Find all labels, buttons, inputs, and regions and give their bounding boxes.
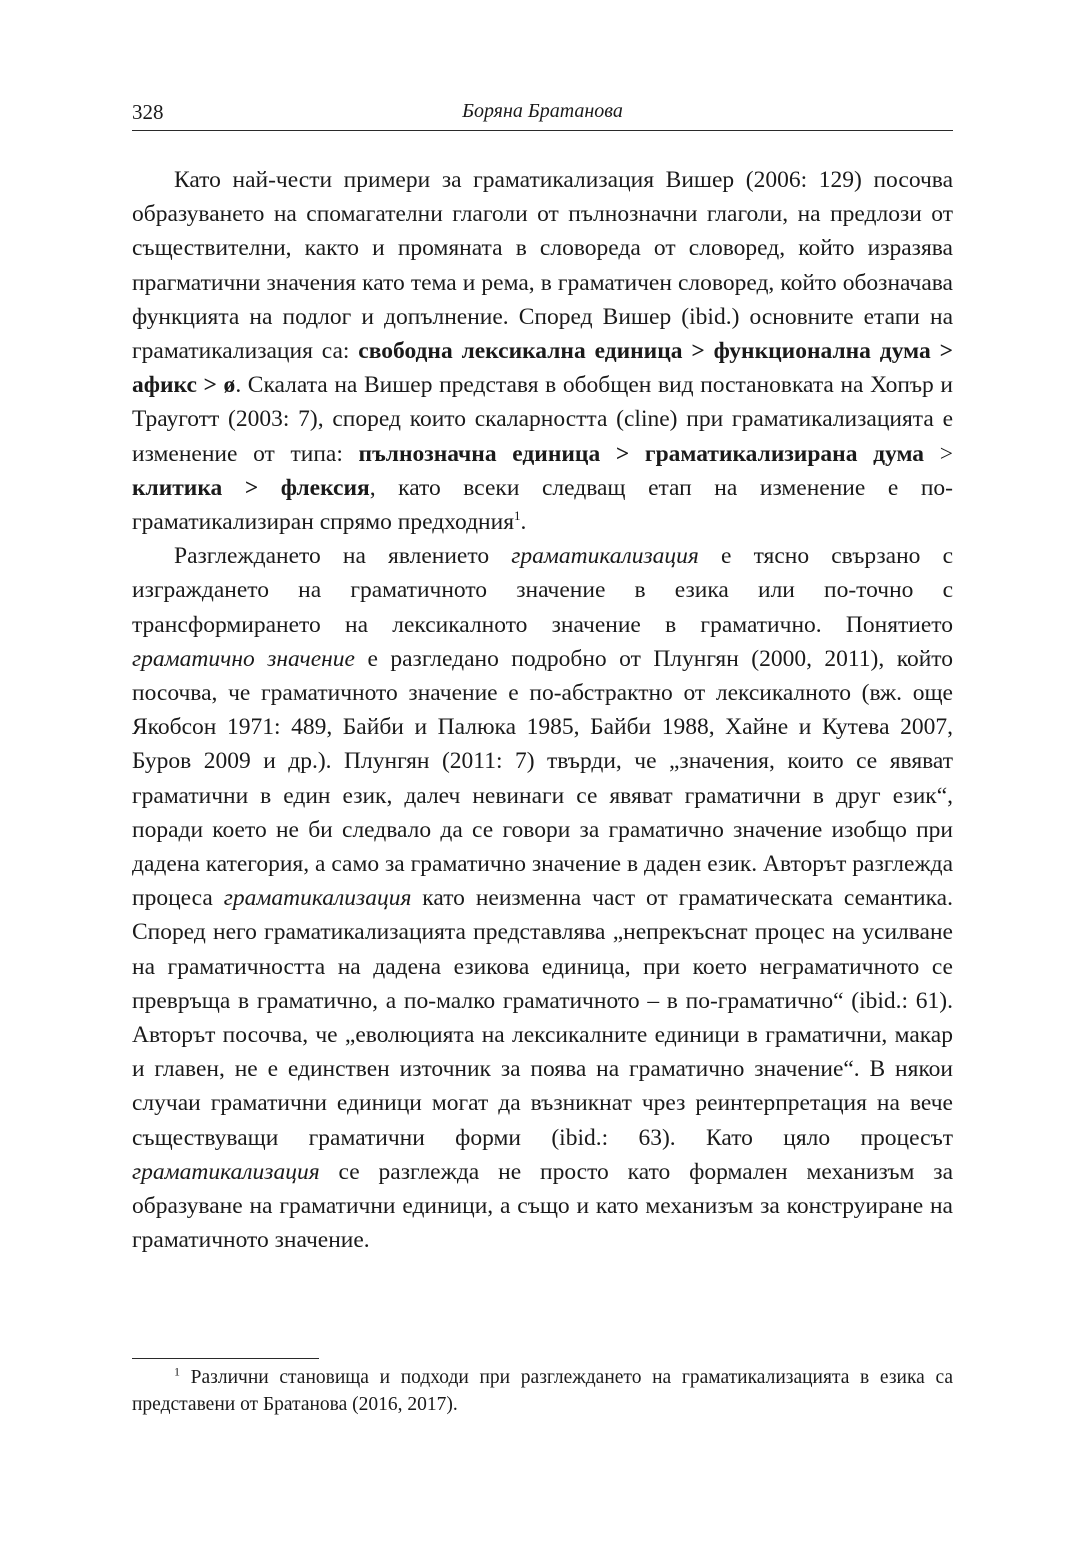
- text-run: >: [924, 440, 953, 467]
- footnote-marker: 1: [174, 1364, 180, 1379]
- footnote-separator: [132, 1358, 319, 1359]
- text-run: Като най-чести примери за граматикализация Вишер (2006: 129) посочва образуването на спомагателни глаголи от пълнозначни глаголи, на предлози от съществителни, както и промяната в словореда от словоред, който изразява прагматични значения като тема и рема, в граматичен словоред, който обозначава функцията на подлог и допълнение. Според Вишер (ibid.) основните етапи на граматикализация са:: [132, 167, 953, 365]
- bold-run: клитика > флексия: [132, 474, 370, 501]
- text-run: е тясно свързано с изграждането на граматичното значение в езика или по-точно с трансформирането на лексикалното значение в граматично. Понятието: [132, 543, 953, 638]
- italic-term: граматикализация: [223, 885, 412, 912]
- italic-term: граматикализация: [511, 543, 699, 570]
- text-run: се разглежда не просто като формален механизъм за образуване на граматични единици, а също и като механизъм за конструиране на граматичното значение.: [132, 1158, 953, 1254]
- page-header: [132, 98, 953, 131]
- text-run: Разглеждането на явлението: [174, 543, 512, 570]
- italic-term: граматично значение: [132, 645, 355, 672]
- body-text: [132, 163, 953, 1258]
- text-run: като неизменна част от граматическата семантика. Според него граматикализацията представлява „непрекъснат процес на усилване на граматичността на дадена езикова единица, при което неграматичното се превръща в граматично, а по-малко граматичното – в по-граматично“ (ibid.: 61). Авторът посочва, че „еволюцията на лексикалните единици в граматични, макар и главен, не е единствен източник за поява на граматично значение“. В някои случаи граматични единици могат да възникнат чрез реинтерпретация на вече съществуващи граматични форми (ibid.: 63). Като цяло процесът: [132, 885, 953, 1151]
- italic-term: граматикализация: [132, 1158, 320, 1185]
- text-run: е разгледано подробно от Плунгян (2000, 2011), който посочва, че граматичното значение е по-абстрактно от лексикалното (вж. още Якобсон 1971: 489, Байби и Палюка 1985, Байби 1988, Хайне и Кутева 2007, Буров 2009 и др.). Плунгян (2011: 7) твърди, че „значения, които се явяват граматични в един език, далеч невинаги се явяват граматични в друг език“, поради което не би следвало да се говори за граматично значение изобщо при дадена категория, а само за граматично значение в даден език. Авторът разглежда процеса: [132, 645, 953, 912]
- bold-run: пълнозначна единица > граматикализирана дума: [358, 440, 925, 467]
- text-run: . Скалата на Вишер представя в обобщен вид постановката на Хопър и Трауготт (2003: 7), според които скаларността (cline) при граматикализацията е изменение от типа:: [132, 372, 953, 467]
- footnote-1: [132, 1364, 953, 1418]
- text-run: .: [520, 509, 527, 536]
- bold-run: свободна лексикална единица > функционална дума > афикс > ø: [132, 338, 953, 399]
- footnote-ref[interactable]: 1: [514, 508, 521, 524]
- paragraph-2: [132, 539, 953, 1257]
- page-number: 328: [132, 100, 164, 124]
- footnote-text: Различни становища и подходи при разглеждането на граматикализацията в езика са представени от Братанова (2016, 2017).: [132, 1367, 954, 1415]
- text-run: , като всеки следващ етап на изменение е по-граматикализиран спрямо предходния: [132, 474, 953, 536]
- running-head-author: Боряна Братанова: [462, 100, 623, 122]
- paragraph-1: [132, 163, 953, 539]
